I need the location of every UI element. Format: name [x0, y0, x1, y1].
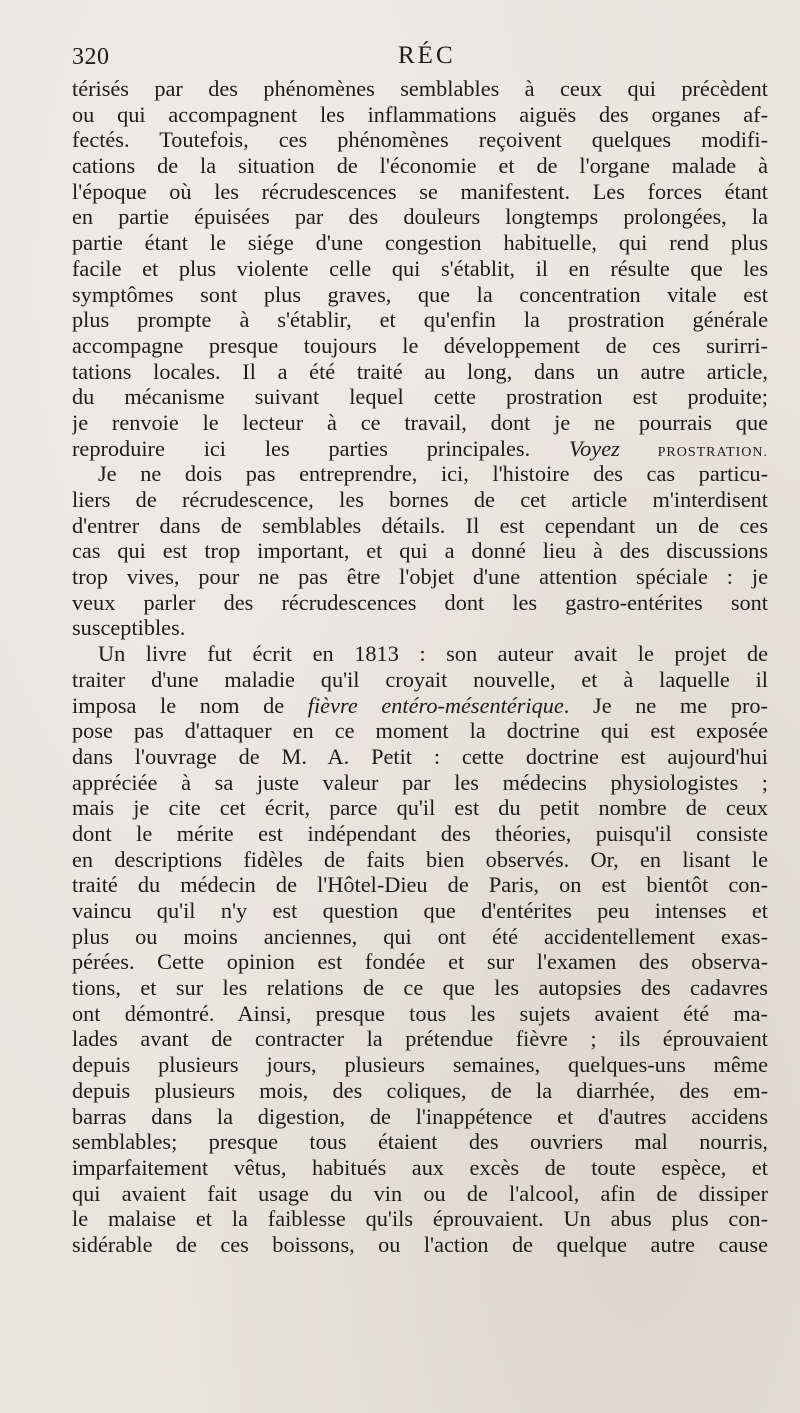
paragraph-2 — [72, 461, 768, 641]
text-line: cations de la situation de l'économie et de l'organe malade à — [72, 153, 768, 179]
text-line: vaincu qu'il n'y est question que d'entérites peu intenses et — [72, 898, 768, 923]
text-line: facile et plus violente celle qui s'établit, il en résulte que les — [72, 255, 768, 281]
text-line: traiter d'une maladie qu'il croyait nouvelle, et à laquelle il — [72, 666, 768, 692]
text-fragment: imposa le nom de — [72, 692, 308, 718]
text-line: dans l'ouvrage de M. A. Petit : cette doctrine est aujourd'hui — [72, 743, 768, 769]
text-line: depuis plusieurs jours, plusieurs semaines, quelques-uns même — [72, 1052, 768, 1078]
text-fragment: . Je ne me pro- — [563, 692, 768, 718]
text-line: ont démontré. Ainsi, presque tous les sujets avaient été ma- — [72, 1000, 768, 1026]
text-line: qui avaient fait usage du vin ou de l'alcool, afin de dissiper — [72, 1180, 768, 1206]
page-number: 320 — [72, 44, 110, 70]
text-line: cas qui est trop important, et qui a donné lieu à des discussions — [72, 538, 768, 564]
text-line: l'époque où les récrudescences se manifestent. Les forces étant — [72, 178, 768, 204]
text-line: je renvoie le lecteur à ce travail, dont je ne pourrais que — [72, 409, 768, 435]
text-line: symptômes sont plus graves, que la concentration vitale est — [72, 281, 768, 307]
text-line: pérées. Cette opinion est fondée et sur l'examen des observa- — [72, 949, 768, 975]
text-line: tions, et sur les relations de ce que les autopsies des cadavres — [72, 975, 768, 1001]
text-line: accompagne presque toujours le développement de ces surirri- — [72, 332, 768, 358]
text-line: depuis plusieurs mois, des coliques, de la diarrhée, des em- — [72, 1077, 768, 1103]
text-line: lades avant de contracter la prétendue fièvre ; ils éprouvaient — [72, 1026, 768, 1052]
text-line: semblables; presque tous étaient des ouvriers mal nourris, — [72, 1129, 768, 1155]
text-line-with-reference — [72, 436, 768, 462]
text-line: Je ne dois pas entreprendre, ici, l'histoire des cas particu- — [98, 461, 768, 487]
text-line: appréciée à sa juste valeur par les médecins physiologistes ; — [72, 769, 768, 795]
text-fragment: reproduire ici les parties principales. — [72, 435, 570, 461]
text-line: pose pas d'attaquer en ce moment la doctrine qui est exposée — [72, 718, 768, 744]
text-line: Un livre fut écrit en 1813 : son auteur avait le projet de — [98, 641, 768, 667]
cross-reference-prostration: PROSTRATION. — [619, 444, 768, 460]
text-line: d'entrer dans de semblables détails. Il est cependant un de ces — [72, 512, 768, 538]
text-line: fectés. Toutefois, ces phénomènes reçoivent quelques modifi- — [72, 127, 768, 153]
text-line: mais je cite cet écrit, parce qu'il est du petit nombre de ceux — [72, 795, 768, 821]
text-line: dont le mérite est indépendant des théories, puisqu'il consiste — [72, 820, 768, 846]
text-line: veux parler des récrudescences dont les gastro-entérites sont — [72, 589, 768, 615]
text-line: plus ou moins anciennes, qui ont été accidentellement exas- — [72, 923, 768, 949]
text-line: du mécanisme suivant lequel cette prostration est produite; — [72, 384, 768, 410]
text-line: susceptibles. — [72, 615, 186, 641]
paragraph-1 — [72, 76, 768, 461]
page-header — [72, 40, 752, 74]
text-line: traité du médecin de l'Hôtel-Dieu de Paris, on est bientôt con- — [72, 872, 768, 898]
body-text — [72, 76, 768, 1258]
text-line: barras dans la digestion, de l'inappétence et d'autres accidens — [72, 1103, 768, 1129]
text-line: térisés par des phénomènes semblables à ceux qui précèdent — [72, 76, 768, 101]
text-line: liers de récrudescence, les bornes de cet article m'interdisent — [72, 487, 768, 512]
running-head: RÉC — [398, 42, 456, 69]
text-line: sidérable de ces boissons, ou l'action de quelque autre cause — [72, 1231, 768, 1257]
text-line: imparfaitement vêtus, habitués aux excès de toute espèce, et — [72, 1154, 768, 1180]
text-line: partie étant le siége d'une congestion habituelle, qui rend plus — [72, 230, 768, 256]
text-line-with-italic-term — [72, 693, 768, 719]
italic-term-fievre: fièvre entéro-mésentérique — [307, 692, 564, 718]
text-line: en descriptions fidèles de faits bien observés. Or, en lisant le — [72, 846, 768, 872]
text-line: tations locales. Il a été traité au long, dans un autre article, — [72, 358, 768, 384]
text-line: ou qui accompagnent les inflammations aiguës des organes af- — [72, 101, 768, 127]
text-line: en partie épuisées par des douleurs longtemps prolongées, la — [72, 204, 768, 230]
text-line: plus prompte à s'établir, et qu'enfin la prostration générale — [72, 307, 768, 333]
paragraph-3 — [72, 641, 768, 1258]
text-line: trop vives, pour ne pas être l'objet d'une attention spéciale : je — [72, 564, 768, 590]
text-line: le malaise et la faiblesse qu'ils éprouvaient. Un abus plus con- — [72, 1206, 768, 1232]
voyez-italic: Voyez — [569, 435, 620, 461]
